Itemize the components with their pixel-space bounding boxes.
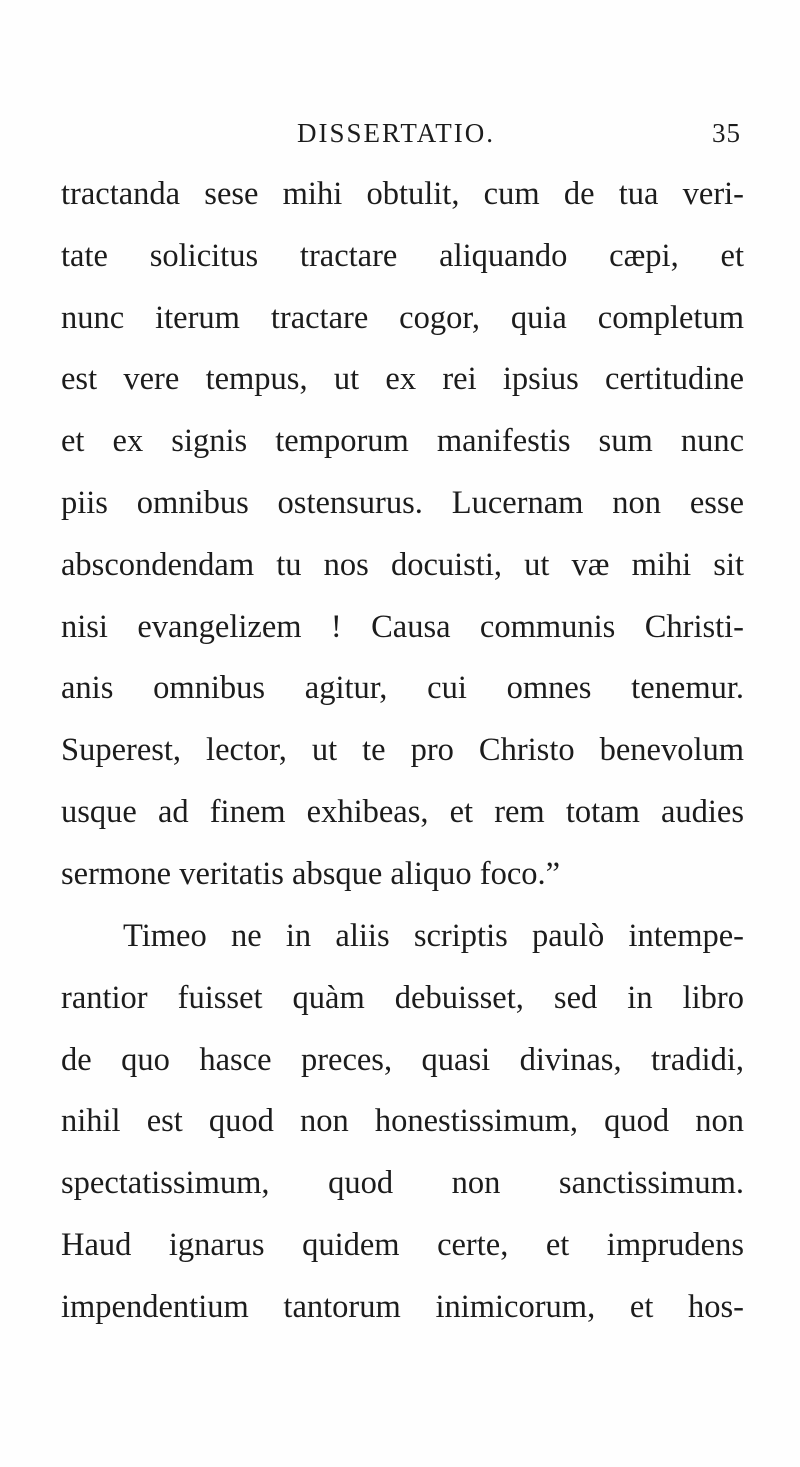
text-line: spectatissimum, quod non sanctissimum.: [61, 1165, 744, 1202]
text-line: anis omnibus agitur, cui omnes tenemur.: [61, 670, 744, 707]
text-line: impendentium tantorum inimicorum, et hos-: [61, 1288, 744, 1325]
text-line: nisi evangelizem ! Causa communis Christi-: [61, 608, 744, 645]
text-line: abscondendam tu nos docuisti, ut væ mihi sit: [61, 546, 744, 583]
running-title: DISSERTATIO.: [297, 118, 495, 148]
text-line: nunc iterum tractare cogor, quia completum: [61, 299, 744, 336]
paragraph-2: [61, 906, 744, 1339]
text-line: rantior fuisset quàm debuisset, sed in libro: [61, 979, 744, 1016]
text-line: tate solicitus tractare aliquando cæpi, et: [61, 237, 744, 274]
text-line: est vere tempus, ut ex rei ipsius certitudine: [61, 361, 744, 398]
text-line: Superest, lector, ut te pro Christo benevolum: [61, 732, 744, 769]
text-line: usque ad finem exhibeas, et rem totam audies: [61, 793, 744, 830]
text-line: de quo hasce preces, quasi divinas, tradidi,: [61, 1041, 744, 1078]
text-line: Haud ignarus quidem certe, et imprudens: [61, 1226, 744, 1263]
text-line: piis omnibus ostensurus. Lucernam non esse: [61, 484, 744, 521]
text-line: sermone veritatis absque aliquo foco.”: [61, 855, 561, 892]
text-line: et ex signis temporum manifestis sum nunc: [61, 423, 744, 460]
running-head: [0, 118, 800, 158]
text-line: nihil est quod non honestissimum, quod non: [61, 1103, 744, 1140]
text-line: Timeo ne in aliis scriptis paulò intempe-: [123, 918, 744, 954]
text-line: tractanda sese mihi obtulit, cum de tua veri-: [61, 176, 744, 212]
page-number: 35: [712, 118, 741, 148]
paragraph-1: [61, 164, 744, 906]
